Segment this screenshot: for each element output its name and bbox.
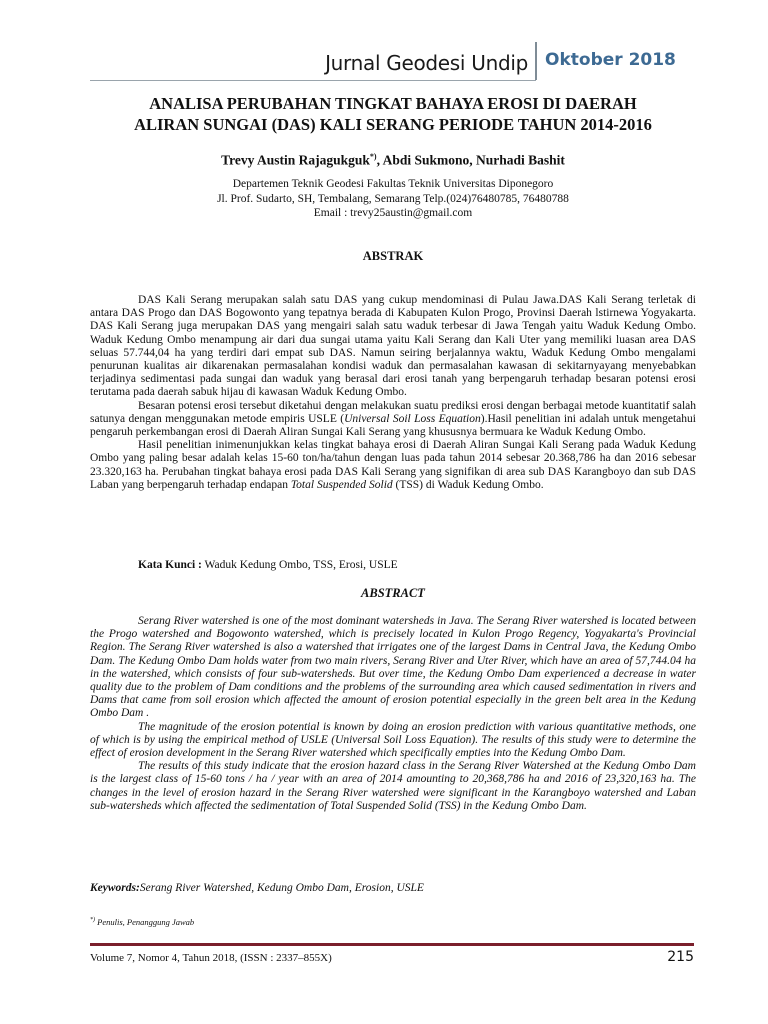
co-authors: , Abdi Sukmono, Nurhadi Bashit: [376, 152, 565, 168]
keywords-text: Serang River Watershed, Kedung Ombo Dam, Erosion, USLE: [139, 882, 424, 894]
abstrak-paragraph-3: [90, 439, 696, 492]
corresponding-mark: *): [369, 152, 377, 161]
first-author: Trevy Austin Rajagukguk: [221, 152, 370, 168]
abstract-paragraph-1: Serang River watershed is one of the most dominant watersheds in Java. The Serang River watershed is located between the Progo watershed and Bogowonto watershed, which is precisely located in Kulon Progo Regency, Yogyakarta's Provincial Region. The Serang River watershed is also a watershed that irrigates one of the largest Dams in Central Java, the Kedung Ombo Dam. The Kedung Ombo Dam holds water from two main rivers, Serang River and Uter River, which have an area of 57,744.04 ha in the watershed, which consists of four sub-watersheds. But over time, the Kedung Ombo Dam experienced a decrease in water quality due to the problem of Dam conditions and the problems of the surrounding area which caused sedimentation in rivers and Dams that came from soil erosion which affected the amount of erosion potential especially in the green belt area in the Kedung Ombo Dam .: [90, 615, 696, 720]
abstrak-p2-text-a: Besaran potensi erosi tersebut diketahui dengan melakukan suatu prediksi erosi dengan berbagai metode kuantitatif salah satunya dengan menggunakan metode empiris USLE (: [90, 399, 696, 425]
abstrak-heading: ABSTRAK: [362, 249, 424, 263]
abstrak-p3-text-b: (TSS) di Waduk Kedung Ombo.: [392, 478, 544, 491]
abstract-body: [90, 615, 696, 813]
volume-info: Volume 7, Nomor 4, Tahun 2018, (ISSN : 2337–855X): [90, 952, 332, 964]
author-list: [90, 147, 696, 167]
abstrak-p2-term: Universal Soil Loss Equation: [344, 412, 481, 425]
footnote-text: Penulis, Penanggung Jawab: [95, 916, 195, 927]
abstract-heading: ABSTRACT: [361, 586, 425, 600]
affiliation-address: Jl. Prof. Sudarto, SH, Tembalang, Semarang Telp.(024)76480785, 76480788: [217, 192, 569, 205]
affiliation-department: Departemen Teknik Geodesi Fakultas Teknik Universitas Diponegoro: [232, 178, 554, 190]
footer-rule: [90, 943, 694, 946]
footnote-mark: *): [90, 917, 95, 923]
abstrak-paragraph-1: DAS Kali Serang merupakan salah satu DAS yang cukup mendominasi di Pulau Jawa.DAS Kali Serang terletak di antara DAS Progo dan DAS Bogowonto yang tepatnya berada di Kabupaten Kulon Progo, Provinsi Daerah lstirnewa Yogyakarta. DAS Kali Serang juga merupakan DAS yang mengairi salah satu waduk terbesar di Jawa Tengah yaitu Waduk Kedung Ombo. Waduk Kedung Ombo menampung air dari dua sungai utama yaitu Kali Serang dan Kali Uter yang memiliki luasan area DAS seluas 57.744,04 ha yang terdiri dari empat sub DAS. Namun seiring berjalannya waktu, Waduk Kedung Ombo mengalami penurunan kualitas air dikarenakan permasalahan kondisi waduk dan permasalahan kawasan di sekitarnyayang menyebabkan terjadinya sedimentasi pada sungai dan waduk yang berasal dari erosi tanah yang berpengaruh terhadap besaran potensi erosi terutama pada daerah sabuk hijau di kawasan Waduk Kedung Ombo.: [90, 294, 696, 399]
issue-date: Oktober 2018: [545, 50, 676, 70]
abstrak-p3-text-a: Hasil penelitian inimenunjukkan kelas tingkat bahaya erosi di Daerah Aliran Sungai Kali Serang pada Waduk Kedung Ombo yang paling besar adalah kelas 15-60 ton/ha/tahun dengan luas pada tahun 2014 sebesar 20.368,786 ha dan 2016 sebesar 23.320,163 ha. Perubahan tingkat bahaya erosi pada DAS Kali Serang yang signifikan di area sub DAS Karangboyo dan sub DAS Laban yang berpengaruh terhadap endapan: [90, 439, 696, 491]
affiliation: [90, 177, 696, 225]
page-number: 215: [667, 949, 694, 965]
paper-title: [90, 93, 696, 137]
abstrak-body: [90, 294, 696, 492]
kata-kunci-label: Kata Kunci :: [138, 559, 202, 571]
title-line-2: ALIRAN SUNGAI (DAS) KALI SERANG PERIODE TAHUN 2014-2016: [134, 115, 652, 134]
affiliation-email: Email : trevy25austin@gmail.com: [313, 207, 473, 219]
keywords-label: Keywords:: [90, 882, 140, 894]
kata-kunci-text: Waduk Kedung Ombo, TSS, Erosi, USLE: [201, 559, 398, 571]
header-rule: [90, 80, 536, 81]
header-divider: [535, 42, 537, 80]
footnote: [90, 913, 490, 927]
abstrak-p3-term: Total Suspended Solid: [290, 478, 393, 491]
abstract-paragraph-2: The magnitude of the erosion potential is known by doing an erosion prediction with various quantitative methods, one of which is by using the empirical method of USLE (Universal Soil Loss Equation). The results of this study were to determine the effect of erosion development in the Serang River watershed which specifically empties into the Kedung Ombo Dam.: [90, 720, 696, 760]
journal-name: Jurnal Geodesi Undip: [325, 51, 528, 75]
keywords: [90, 880, 696, 896]
abstract-paragraph-3: The results of this study indicate that the erosion hazard class in the Serang River Watershed at the Kedung Ombo Dam is the largest class of 15-60 tons / ha / year with an area of 2014 amounting to 20,368,786 ha and 2016 of 23,320,163 ha. The changes in the level of erosion hazard in the Serang River watershed were significant in the Karangboyo watershed and Laban sub-watersheds which affected the sedimentation of Total Suspended Solid (TSS) in the Kedung Ombo Dam.: [90, 760, 696, 812]
abstrak-p2-text-b: ).Hasil penelitian ini adalah untuk mengetahui pengaruh perkembangan erosi di Daerah Aliran Sungai Kali Serang yang khususnya bermuara ke Waduk Kedung Ombo.: [90, 412, 696, 439]
abstrak-paragraph-2: [90, 400, 696, 440]
kata-kunci: [138, 557, 698, 573]
title-line-1: ANALISA PERUBAHAN TINGKAT BAHAYA EROSI DI DAERAH: [149, 94, 637, 113]
